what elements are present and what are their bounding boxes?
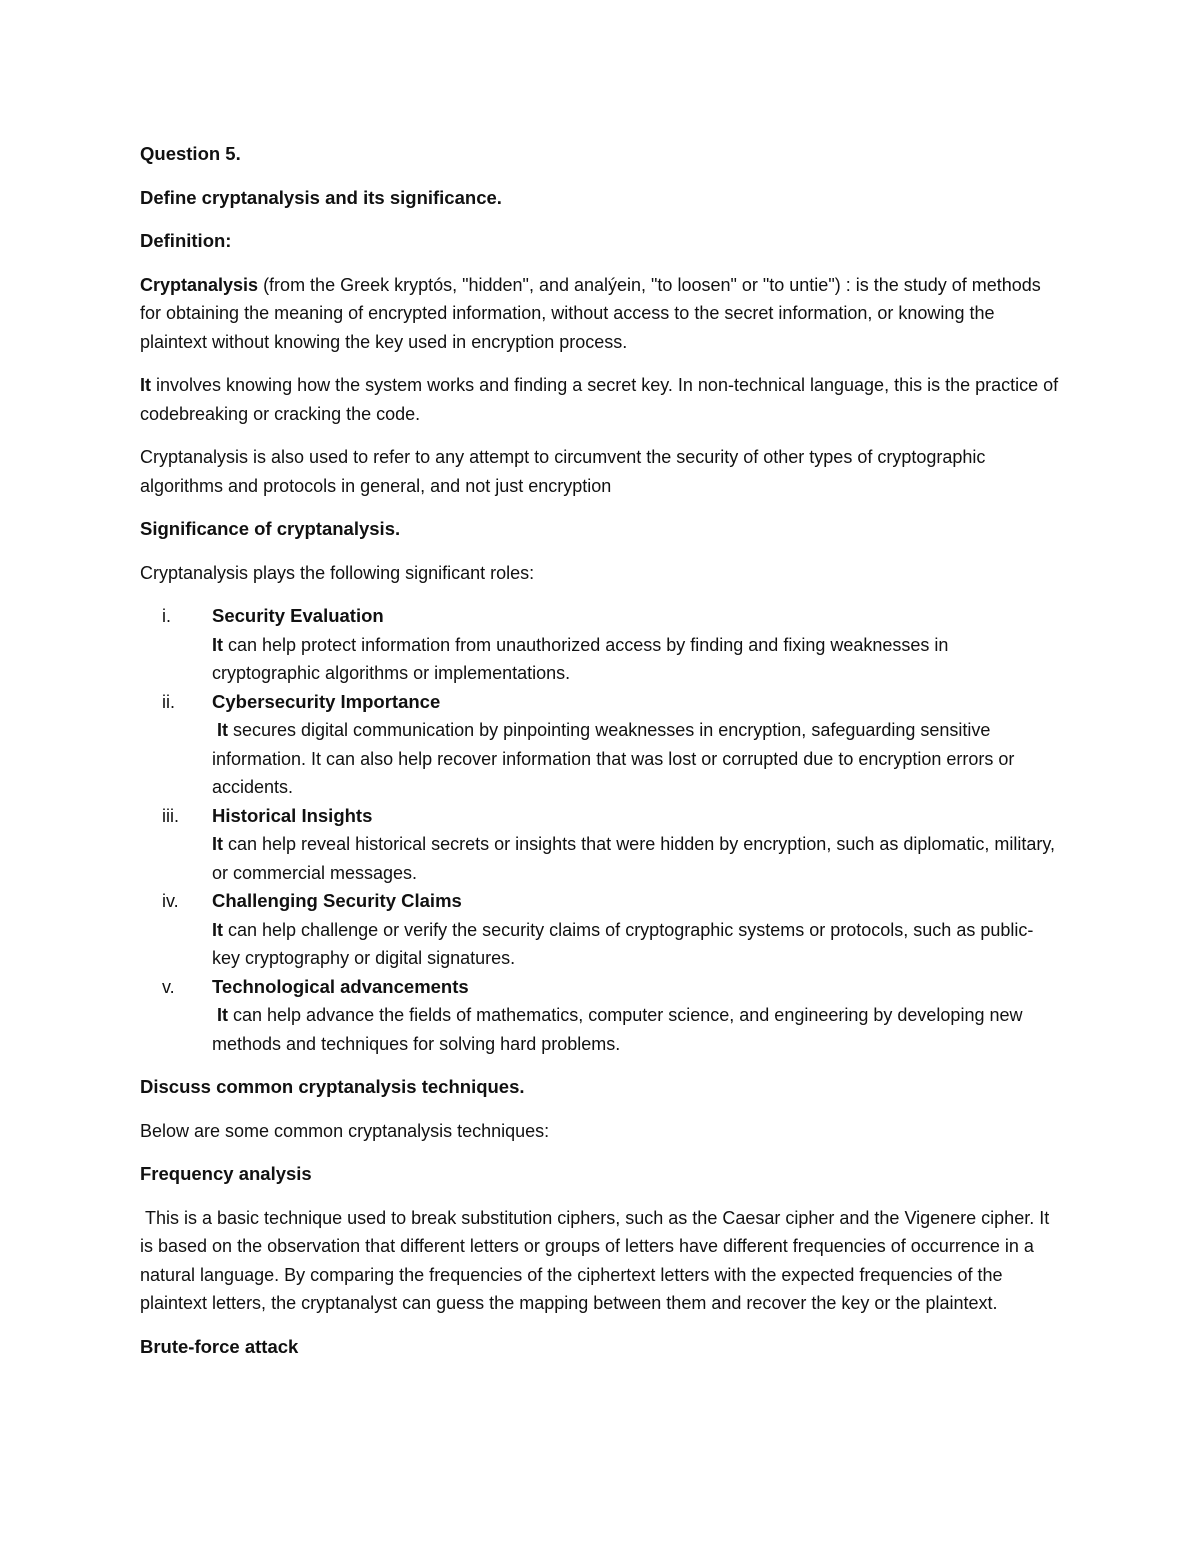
role-lead: It [212,1005,228,1025]
role-item [140,887,1060,973]
question-label: Question 5. [140,143,241,164]
role-description [212,716,1060,802]
definition-term: Cryptanalysis [140,274,259,295]
role-description [212,631,1060,688]
definition-paragraph [140,271,1060,357]
role-item [140,973,1060,1059]
role-text: can help advance the fields of mathematics, computer science, and engineering by developing new methods and techniques for solving hard problems. [212,1005,1023,1054]
prompt-heading: Define cryptanalysis and its significance. [140,186,502,208]
frequency-paragraph: This is a basic technique used to break substitution ciphers, such as the Caesar cipher and the Vigenere cipher. It is based on the observation that different letters or groups of letters have different frequencies of occurrence in a natural language. By comparing the frequencies of the ciphertext letters with the expected frequencies of the plaintext letters, the cryptanalyst can guess the mapping between them and recover the key or the plaintext. [140,1207,1055,1313]
techniques-heading: Discuss common cryptanalysis techniques. [140,1076,525,1097]
role-title: Challenging Security Claims [212,890,462,911]
involves-text: involves knowing how the system works and finding a secret key. In non-technical language, this is the practice of codebreaking or cracking the code. [140,375,1059,424]
role-lead: It [212,919,223,940]
role-description [212,830,1060,887]
definition-text: (from the Greek kryptós, "hidden", and analýein, "to loosen" or "to untie") : is the study of methods for obtaining the meaning of encrypted information, without access to the secret information, or knowing the plaintext without knowing the key used in encryption process. [140,274,1041,352]
role-title: Technological advancements [212,975,469,997]
role-lead: It [212,634,223,655]
techniques-intro: Below are some common cryptanalysis techniques: [140,1120,550,1141]
role-description [212,916,1060,973]
role-title: Historical Insights [212,804,373,826]
role-item [140,802,1060,888]
roles-list [140,602,1060,1058]
frequency-heading: Frequency analysis [140,1163,312,1184]
role-title: Security Evaluation [212,605,384,626]
role-lead: It [212,720,228,740]
role-title: Cybersecurity Importance [212,690,441,712]
role-number: iv. [162,891,179,911]
involves-paragraph [140,371,1060,428]
bruteforce-heading: Brute-force attack [140,1335,299,1357]
significance-heading: Significance of cryptanalysis. [140,518,401,539]
also-paragraph: Cryptanalysis is also used to refer to any attempt to circumvent the security of other types of cryptographic algorithms and protocols in general, and not just encryption [140,447,986,496]
role-number: v. [162,976,175,997]
document-page [140,140,1060,1376]
role-description [212,1001,1060,1058]
role-number: i. [162,606,171,626]
role-text: can help challenge or verify the security claims of cryptographic systems or protocols, such as public-key cryptography or digital signatures. [212,919,1034,968]
role-item [140,602,1060,688]
role-number: ii. [162,691,175,712]
role-lead: It [212,834,223,854]
role-number: iii. [162,805,179,826]
significance-intro: Cryptanalysis plays the following significant roles: [140,562,535,583]
role-text: can help protect information from unauthorized access by finding and fixing weaknesses in cryptographic algorithms or implementations. [212,634,949,683]
role-item [140,688,1060,802]
role-text: can help reveal historical secrets or insights that were hidden by encryption, such as diplomatic, military, or commercial messages. [212,834,1056,883]
involves-lead: It [140,375,151,395]
definition-heading: Definition: [140,230,232,251]
role-text: secures digital communication by pinpointing weaknesses in encryption, safeguarding sensitive information. It can also help recover information that was lost or corrupted due to encryption errors or accidents. [212,720,1015,797]
